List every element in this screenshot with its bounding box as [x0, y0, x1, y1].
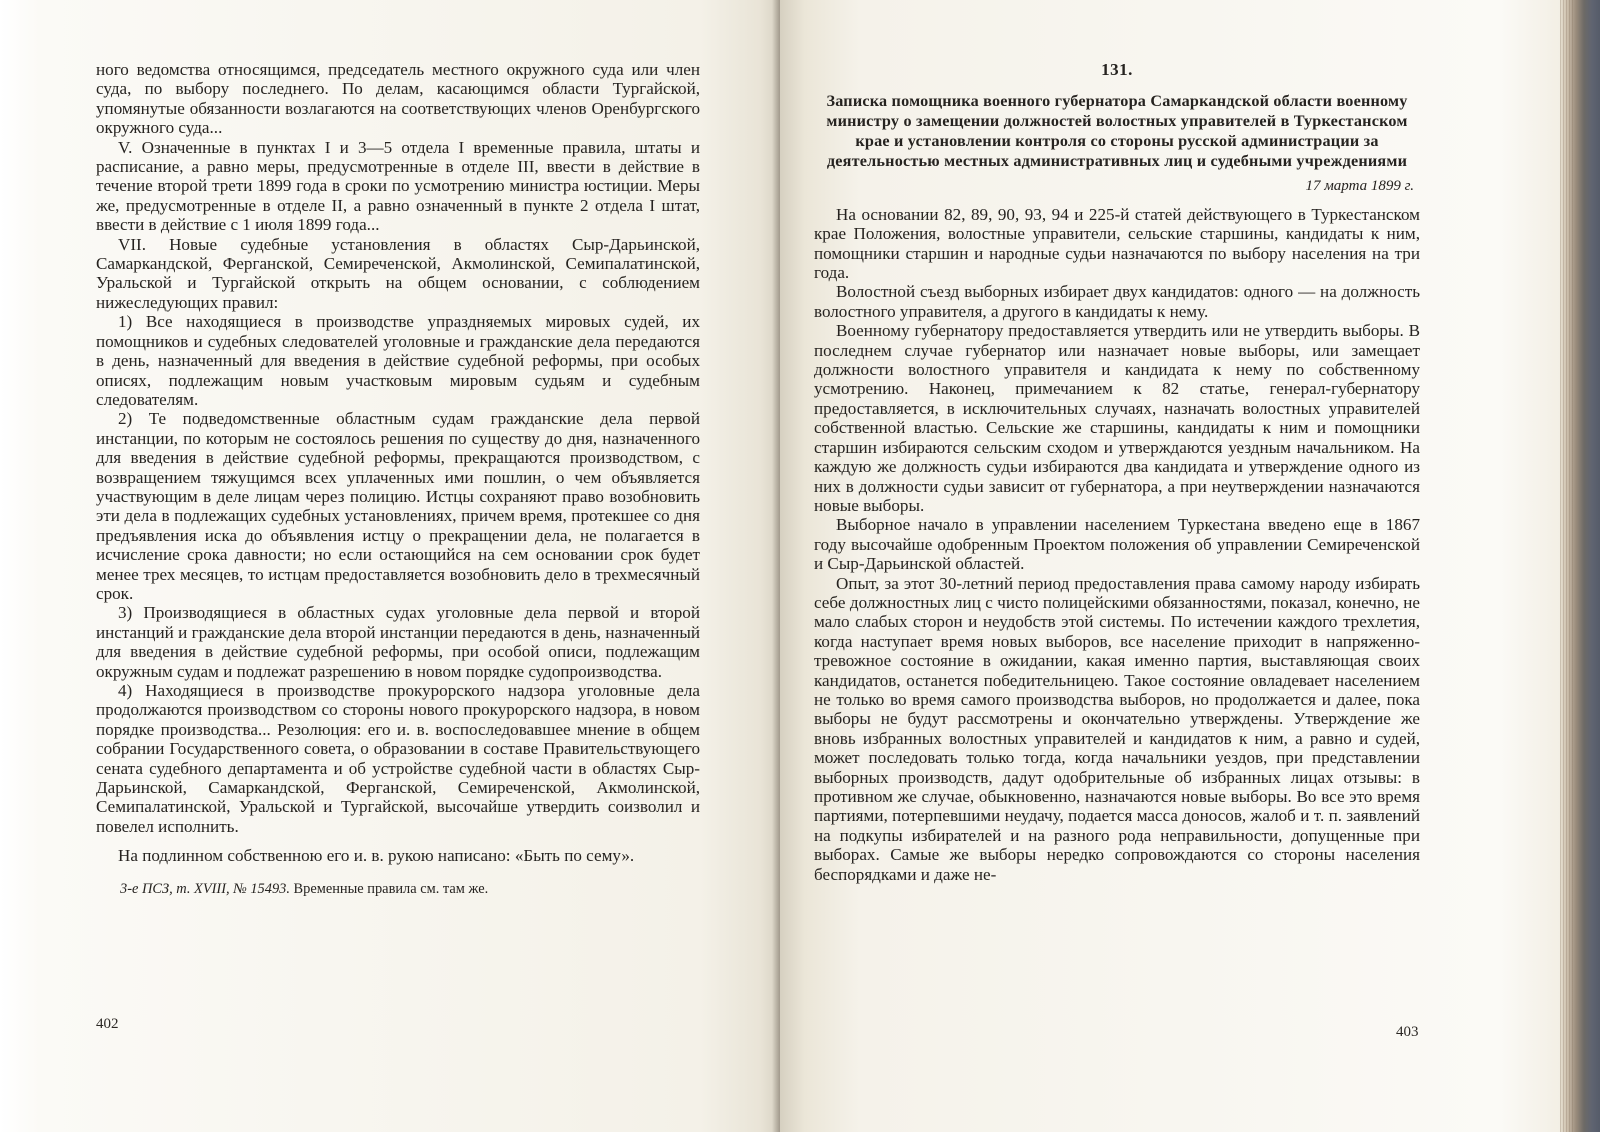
left-paragraph-rule-2: 2) Те подведомственные областным судам гражданские дела первой инстанции, по которым не состоялось решения по существу до дня, назначенного для введения в действие судебной реформы, прекращаются производством, с возвращением тяжущимся всех уплаченных ими пошлин, о чем объявляется участвующим в деле лицам через полицию. Истцы сохраняют право возобновить эти дела в подлежащих судебных установлениях, причем время, протекшее со дня предъявления иска до объявления истцу о прекращении дела, не полагается в исчисление срока давности; но если остающийся на сем основании срок будет менее трех месяцев, то истцам предоставляется возобновить дело в трехмесячный срок.	[96, 409, 700, 603]
document-title: Записка помощника военного губернатора Самаркандской области военному министру о замещении должностей волостных управителей в Туркестанском крае и установлении контроля со стороны русской администрации за деятельностью местных административных лиц и судебными учреждениями	[826, 92, 1408, 171]
right-page-body	[814, 60, 1420, 884]
right-paragraph-3: Военному губернатору предоставляется утвердить или не утвердить выборы. В последнем случае губернатор или назначает новые выборы, или замещает должности волостного управителя и кандидата к нему по собственному усмотрению. Наконец, примечанием к 82 статье, генерал-губернатору предоставляется, в исключительных случаях, назначать волостных управителей собственной властью. Сельские же старшины, кандидаты к ним и помощники старшин избираются сельским сходом и утверждаются уездным начальником. На каждую же должность судьи избираются два кандидата и утверждение одного из них в должности судьи зависит от губернатора, а при неутверждении назначаются новые выборы.	[814, 321, 1420, 515]
right-paragraph-2: Волостной съезд выборных избирает двух кандидатов: одного — на должность волостного управителя, а другого в кандидаты к нему.	[814, 282, 1420, 321]
source-text: Временные правила см. там же.	[289, 880, 489, 897]
spacer	[96, 866, 700, 876]
page-number-right: 403	[1396, 1024, 1419, 1040]
left-paragraph-section-v: V. Означенные в пунктах I и 3—5 отдела I временные правила, штаты и расписание, а равно меры, предусмотренные в отделе III, ввести в действие в течение второй трети 1899 года в сроки по усмотрению министра юстиции. Меры же, предусмотренные в отделе II, а равно означенный в пункте 2 отдела I штат, ввести в действие с 1 июля 1899 года...	[96, 137, 700, 235]
right-paragraph-4: Выборное начало в управлении населением Туркестана введено еще в 1867 году высочайше одобренным Проектом положения об управлении Семиреченской и Сыр-Дарьинской областей.	[814, 515, 1420, 574]
left-paragraph-1: ного ведомства относящимся, председатель местного окружного суда или член суда, по выбору последнего. По делам, касающимся области Тургайской, упомянутые обязанности возлагаются на соответствующих членов Оренбургского окружного суда...	[96, 60, 700, 138]
spacer	[96, 836, 700, 846]
document-number: 131.	[1101, 60, 1133, 79]
right-paragraph-5: Опыт, за этот 30-летний период предоставления права самому народу избирать себе должностных лиц с чисто полицейскими обязанностями, показал, конечно, не мало слабых сторон и неудобств этой системы. По истечении каждого трехлетия, когда наступает время новых выборов, все население приходит в напряженно-тревожное состояние в ожидании, какая именно партия, выставляющая своих кандидатов, останется победительницею. Такое состояние овладевает населением не только во время самого производства выборов, но продолжается и далее, пока выборы не будут рассмотрены и окончательно утверждены. Утверждение же вновь избранных волостных управителей и кандидатов к ним, а равно и судей, может последовать только тогда, когда начальники уездов, при представлении выборных производств, дадут одобрительные об избранных лицах отзывы: в противном же случае, обыкновенно, назначаются новые выборы. Во все это время партиями, потерпевшими неудачу, подается масса доносов, жалоб и т. п. заявлений на подкупы избирателей и на разного рода неправильности, допущенные при выборах. Самые же выборы нередко сопровождаются со стороны населения беспорядками и даже не-	[814, 573, 1420, 884]
document-date: 17 марта 1899 г.	[1305, 178, 1414, 195]
left-page-body	[96, 60, 700, 898]
page-stack-edge	[1560, 0, 1574, 1132]
left-paragraph-endorsement: На подлинном собственною его и. в. рукою написано: «Быть по сему».	[118, 846, 635, 866]
left-paragraph-rule-3: 3) Производящиеся в областных судах уголовные дела первой и второй инстанций и гражданские дела второй инстанции передаются в день, назначенный для введения в действие судебной реформы, при особой описи, подлежащим окружным судам и подлежат разрешению в новом порядке судопроизводства.	[96, 603, 700, 681]
source-reference	[96, 880, 700, 898]
left-page	[0, 0, 780, 1132]
right-page	[780, 0, 1560, 1132]
page-number-left: 402	[96, 1016, 119, 1032]
source-italic: 3-е ПСЗ, т. XVIII, № 15493.	[120, 880, 290, 897]
left-paragraph-rule-1: 1) Все находящиеся в производстве упраздняемых мировых судей, их помощников и судебных следователей уголовные и гражданские дела передаются в день, назначенный для введения в действие судебной реформы, при особых описях, подлежащим новым участковым мировым судьям и судебным следователям.	[96, 312, 700, 409]
right-paragraph-1: На основании 82, 89, 90, 93, 94 и 225-й статей действующего в Туркестанском крае Положения, волостные управители, сельские старшины, кандидаты к ним, помощники старшин и народные судьи назначаются по выбору населения на три года.	[814, 204, 1420, 283]
left-paragraph-rule-4: 4) Находящиеся в производстве прокурорского надзора уголовные дела продолжаются производством со стороны нового прокурорского надзора, в новом порядке производства... Резолюция: его и. в. воспоследовавшее мнение в общем собрании Государственного совета, о образовании в составе Правительствующего сената судебного департамента и об устройстве судебной части в областях Сыр-Дарьинской, Самаркандской, Ферганской, Семиреченской, Акмолинской, Семипалатинской, Уральской и Тургайской, высочайше утвердить соизволил и повелел исполнить.	[96, 681, 700, 836]
left-paragraph-section-vii: VII. Новые судебные установления в областях Сыр-Дарьинской, Самаркандской, Ферганской, Семиреченской, Акмолинской, Семипалатинской, Уральской и Тургайской открыть на общем основании, с соблюдением нижеследующих правил:	[96, 234, 700, 312]
